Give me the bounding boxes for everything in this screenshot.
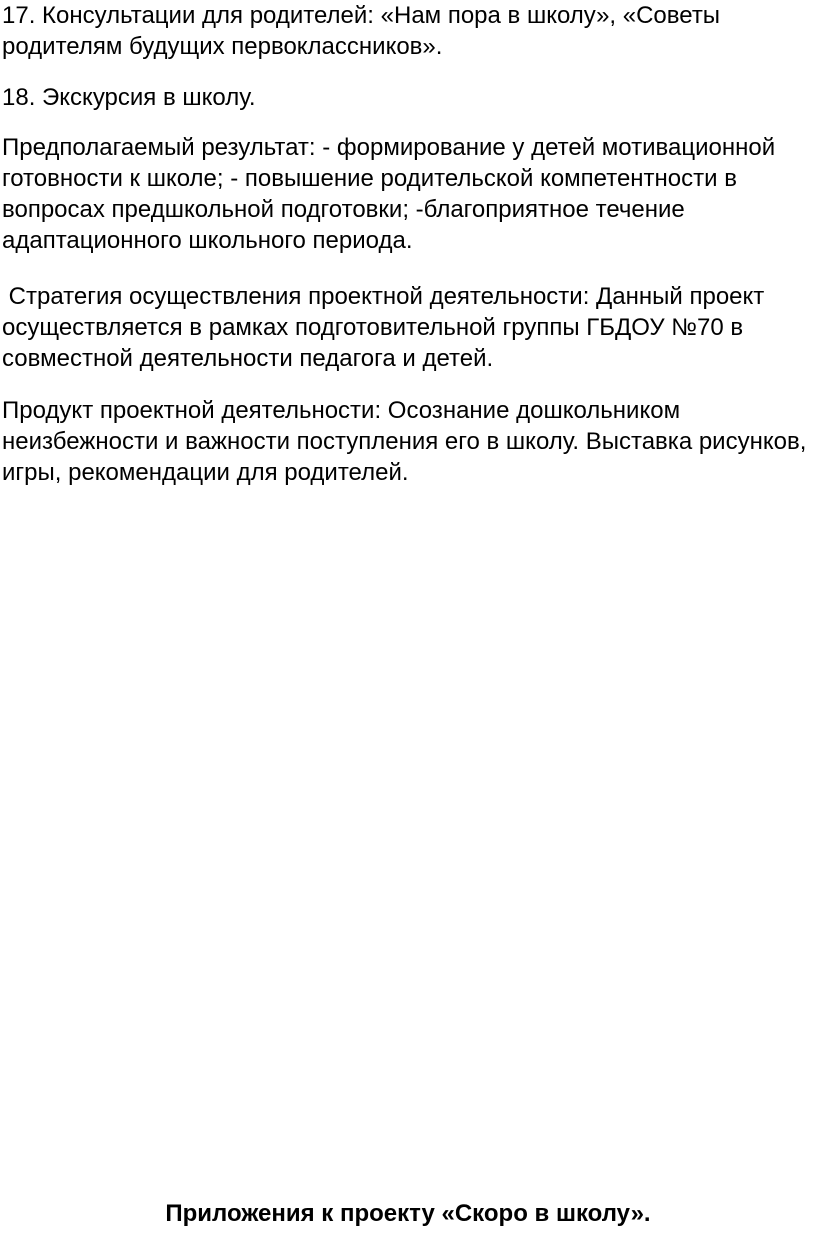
paragraph-strategy: Стратегия осуществления проектной деятельности: Данный проект осуществляется в рамках подготовительной группы ГБДОУ №70 в совместной деятельности педагога и детей. xyxy=(2,283,771,372)
paragraph-expected-result: Предполагаемый результат: - формирование у детей мотивационной готовности к школе; - повышение родительской компетентности в вопросах предшкольной подготовки; -благоприятное течение адаптационного школьного периода. xyxy=(2,134,776,254)
paragraph-product: Продукт проектной деятельности: Осознание дошкольником неизбежности и важности поступления его в школу. Выставка рисунков, игры, рекомендации для родителей. xyxy=(2,397,807,486)
appendix-title: Приложения к проекту «Скоро в школу». xyxy=(165,1200,651,1227)
paragraph-item-17: 17. Консультации для родителей: «Нам пора в школу», «Советы родителям будущих первоклассников». xyxy=(2,2,721,60)
paragraph-item-18: 18. Экскурсия в школу. xyxy=(2,84,256,111)
